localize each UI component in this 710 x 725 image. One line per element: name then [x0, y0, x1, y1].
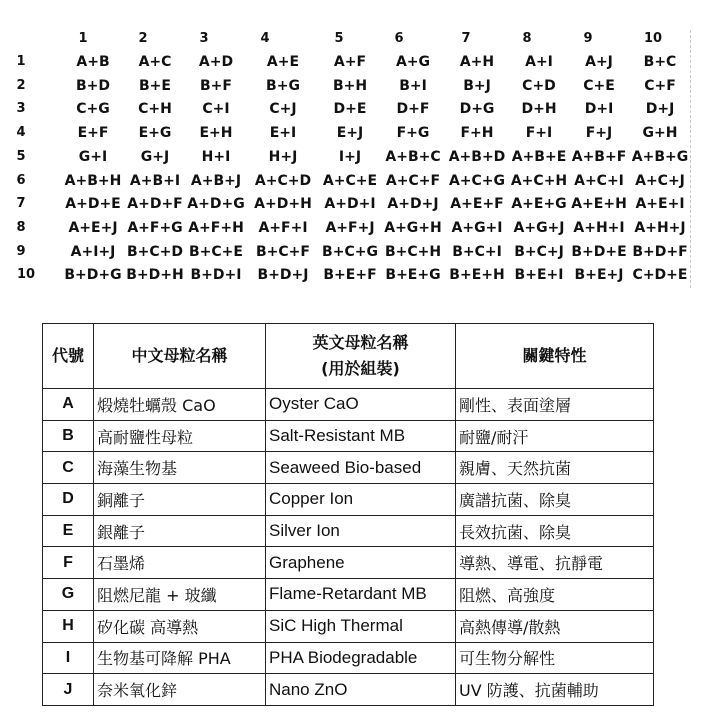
cell-features: 高熱傳導/散熱	[456, 610, 654, 642]
grid-cell: E+H	[199, 125, 233, 141]
grid-cell: H+I	[201, 149, 231, 165]
grid-cell: D+F	[396, 101, 430, 117]
grid-cell: B+E+H	[449, 267, 505, 283]
grid-edge-divider	[690, 30, 691, 288]
grid-cell: A+B+F	[571, 149, 627, 165]
grid-cell: C+E	[583, 78, 615, 94]
grid-cell: B+E	[139, 78, 171, 94]
cell-features: 可生物分解性	[456, 642, 654, 674]
header-code: 代號	[43, 324, 94, 389]
grid-cell: A+C+G	[448, 173, 506, 189]
grid-cell: B+D+J	[257, 267, 309, 283]
grid-cell: A+B+E	[511, 149, 567, 165]
cell-code: D	[43, 484, 94, 516]
header-en-name-line1: 英文母粒名稱	[312, 333, 409, 352]
grid-cell: A+H	[459, 54, 495, 70]
grid-cell: C+F	[644, 78, 676, 94]
grid-cell: E+F	[77, 125, 109, 141]
grid-cell: E+G	[138, 125, 172, 141]
grid-cell: B+C+E	[189, 244, 243, 260]
cell-code: A	[43, 389, 94, 421]
cell-zh-name: 高耐鹽性母粒	[94, 420, 266, 452]
grid-row-header: 6	[16, 173, 26, 188]
grid-cell: A+D+H	[254, 196, 312, 212]
grid-cell: A+D+G	[187, 196, 245, 212]
grid-cell: A+G	[395, 54, 431, 70]
grid-cell: A+E+F	[450, 196, 504, 212]
grid-row-header: 8	[16, 220, 26, 235]
grid-cell: A+C+H	[510, 173, 568, 189]
grid-cell: A+E+H	[571, 196, 627, 212]
table-row	[43, 484, 654, 516]
cell-zh-name: 煅燒牡蠣殼 CaO	[94, 389, 266, 421]
grid-cell: A+F+G	[127, 220, 183, 236]
cell-en-name: Seaweed Bio-based	[266, 452, 456, 484]
grid-cell: A+J	[585, 54, 613, 70]
grid-cell: A+D+E	[65, 196, 121, 212]
cell-en-name: Nano ZnO	[266, 674, 456, 706]
grid-cell: F+H	[460, 125, 494, 141]
table-row	[43, 674, 654, 706]
grid-row-header: 2	[16, 78, 26, 93]
grid-cell: A+C+F	[385, 173, 441, 189]
grid-row-header: 3	[16, 101, 26, 116]
grid-cell: B+I	[399, 78, 427, 94]
grid-cell: F+J	[585, 125, 613, 141]
cell-features: 親膚、天然抗菌	[456, 452, 654, 484]
grid-cell: B+D	[75, 78, 111, 94]
grid-cell: A+D	[198, 54, 234, 70]
grid-cell: A+I+J	[70, 244, 116, 260]
cell-features: 廣譜抗菌、除臭	[456, 484, 654, 516]
grid-cell: B+E+I	[514, 267, 564, 283]
grid-cell: B+D+G	[64, 267, 122, 283]
cell-code: F	[43, 547, 94, 579]
grid-cell: B+C+I	[452, 244, 502, 260]
cell-en-name: PHA Biodegradable	[266, 642, 456, 674]
grid-cell: A+B+H	[64, 173, 122, 189]
grid-cell: B+D+H	[126, 267, 184, 283]
cell-features: 耐鹽/耐汗	[456, 420, 654, 452]
grid-column-header: 9	[583, 31, 593, 46]
table-row	[43, 579, 654, 611]
grid-cell: B+G	[266, 78, 300, 94]
cell-features: 剛性、表面塗層	[456, 389, 654, 421]
grid-cell: A+D+F	[127, 196, 183, 212]
grid-cell: A+C	[138, 54, 172, 70]
grid-cell: C+G	[76, 101, 110, 117]
grid-cell: A+E+G	[511, 196, 567, 212]
grid-cell: B+H	[332, 78, 368, 94]
grid-cell: A+H+I	[573, 220, 625, 236]
cell-zh-name: 奈米氧化鋅	[94, 674, 266, 706]
header-en-name-line2: (用於組裝)	[321, 359, 400, 378]
grid-cell: A+H+J	[634, 220, 686, 236]
grid-cell: A+B+C	[385, 149, 441, 165]
grid-cell: A+F	[333, 54, 367, 70]
grid-cell: D+J	[645, 101, 675, 117]
grid-cell: B+D+E	[571, 244, 627, 260]
cell-en-name: Salt-Resistant MB	[266, 420, 456, 452]
table-row	[43, 389, 654, 421]
grid-row-header: 5	[16, 149, 26, 164]
grid-cell: C+D	[522, 78, 556, 94]
grid-cell: A+I	[525, 54, 553, 70]
grid-cell: C+I	[202, 101, 230, 117]
grid-cell: B+D+F	[632, 244, 688, 260]
table-row	[43, 547, 654, 579]
grid-cell: B+C	[643, 54, 677, 70]
grid-cell: A+D+J	[387, 196, 439, 212]
grid-column-header: 3	[199, 31, 209, 46]
grid-cell: E+I	[269, 125, 297, 141]
table-row	[43, 642, 654, 674]
cell-code: B	[43, 420, 94, 452]
grid-cell: A+E	[266, 54, 300, 70]
grid-cell: A+C+D	[254, 173, 312, 189]
grid-cell: G+I	[78, 149, 108, 165]
grid-cell: B+C+D	[126, 244, 184, 260]
grid-cell: A+C+I	[574, 173, 624, 189]
grid-row-header: 4	[16, 125, 26, 140]
cell-code: J	[43, 674, 94, 706]
grid-cell: C+D+E	[632, 267, 688, 283]
table-row	[43, 452, 654, 484]
grid-cell: B+E+G	[385, 267, 441, 283]
cell-en-name: Copper Ion	[266, 484, 456, 516]
cell-en-name: Silver Ion	[266, 515, 456, 547]
grid-cell: B+C+H	[384, 244, 442, 260]
grid-cell: D+G	[459, 101, 495, 117]
grid-row-header: 10	[16, 267, 36, 282]
grid-cell: A+B	[76, 54, 110, 70]
cell-en-name: Oyster CaO	[266, 389, 456, 421]
grid-cell: A+F+J	[325, 220, 375, 236]
cell-en-name: Graphene	[266, 547, 456, 579]
grid-cell: C+H	[138, 101, 172, 117]
cell-code: C	[43, 452, 94, 484]
grid-cell: A+F+H	[188, 220, 244, 236]
grid-cell: A+B+D	[448, 149, 506, 165]
cell-en-name: Flame-Retardant MB	[266, 579, 456, 611]
grid-column-header: 8	[522, 31, 532, 46]
cell-en-name: SiC High Thermal	[266, 610, 456, 642]
cell-code: E	[43, 515, 94, 547]
grid-cell: H+J	[268, 149, 298, 165]
cell-features: 阻燃、高強度	[456, 579, 654, 611]
grid-cell: B+C+J	[514, 244, 564, 260]
header-zh-name: 中文母粒名稱	[94, 324, 266, 389]
table-row	[43, 610, 654, 642]
cell-zh-name: 阻燃尼龍 + 玻纖	[94, 579, 266, 611]
grid-cell: D+I	[584, 101, 614, 117]
grid-cell: F+I	[525, 125, 553, 141]
grid-cell: A+G+H	[384, 220, 442, 236]
grid-column-header: 1	[78, 31, 88, 46]
grid-column-header: 6	[394, 31, 404, 46]
table-header-row	[43, 324, 654, 389]
grid-column-header: 5	[334, 31, 344, 46]
grid-cell: A+G+I	[451, 220, 503, 236]
grid-row-header: 9	[16, 244, 26, 259]
combination-grid	[0, 0, 710, 300]
grid-cell: B+F	[200, 78, 232, 94]
grid-row-header: 7	[16, 196, 26, 211]
cell-features: UV 防護、抗菌輔助	[456, 674, 654, 706]
grid-cell: A+C+J	[635, 173, 685, 189]
grid-cell: A+E+I	[635, 196, 685, 212]
cell-zh-name: 海藻生物基	[94, 452, 266, 484]
grid-cell: D+E	[333, 101, 367, 117]
grid-cell: G+H	[642, 125, 678, 141]
grid-cell: A+F+I	[258, 220, 308, 236]
grid-cell: B+E+J	[574, 267, 624, 283]
cell-zh-name: 矽化碳 高導熱	[94, 610, 266, 642]
grid-cell: F+G	[396, 125, 430, 141]
grid-cell: B+E+F	[323, 267, 377, 283]
header-en-name	[266, 324, 456, 389]
grid-cell: A+G+J	[513, 220, 565, 236]
cell-zh-name: 銅離子	[94, 484, 266, 516]
grid-cell: E+J	[336, 125, 364, 141]
cell-zh-name: 石墨烯	[94, 547, 266, 579]
cell-code: I	[43, 642, 94, 674]
grid-cell: A+C+E	[322, 173, 378, 189]
grid-cell: A+D+I	[324, 196, 376, 212]
grid-cell: A+B+G	[631, 149, 689, 165]
grid-cell: A+B+I	[129, 173, 181, 189]
cell-features: 導熱、導電、抗靜電	[456, 547, 654, 579]
table-row	[43, 420, 654, 452]
grid-cell: B+C+G	[322, 244, 378, 260]
grid-cell: G+J	[140, 149, 170, 165]
cell-features: 長效抗菌、除臭	[456, 515, 654, 547]
masterbatch-table	[42, 323, 654, 706]
grid-cell: I+J	[338, 149, 362, 165]
cell-code: H	[43, 610, 94, 642]
grid-cell: B+D+I	[190, 267, 242, 283]
grid-cell: B+C+F	[256, 244, 310, 260]
grid-cell: D+H	[521, 101, 557, 117]
grid-cell: B+J	[463, 78, 491, 94]
grid-column-header: 4	[260, 31, 270, 46]
grid-column-header: 10	[643, 31, 663, 46]
grid-column-header: 7	[461, 31, 471, 46]
grid-cell: A+E+J	[68, 220, 118, 236]
grid-column-header: 2	[138, 31, 148, 46]
grid-cell: A+B+J	[190, 173, 242, 189]
grid-cell: C+J	[269, 101, 297, 117]
grid-row-header: 1	[16, 54, 26, 69]
cell-zh-name: 生物基可降解 PHA	[94, 642, 266, 674]
table-row	[43, 515, 654, 547]
cell-zh-name: 銀離子	[94, 515, 266, 547]
header-features: 關鍵特性	[456, 324, 654, 389]
cell-code: G	[43, 579, 94, 611]
